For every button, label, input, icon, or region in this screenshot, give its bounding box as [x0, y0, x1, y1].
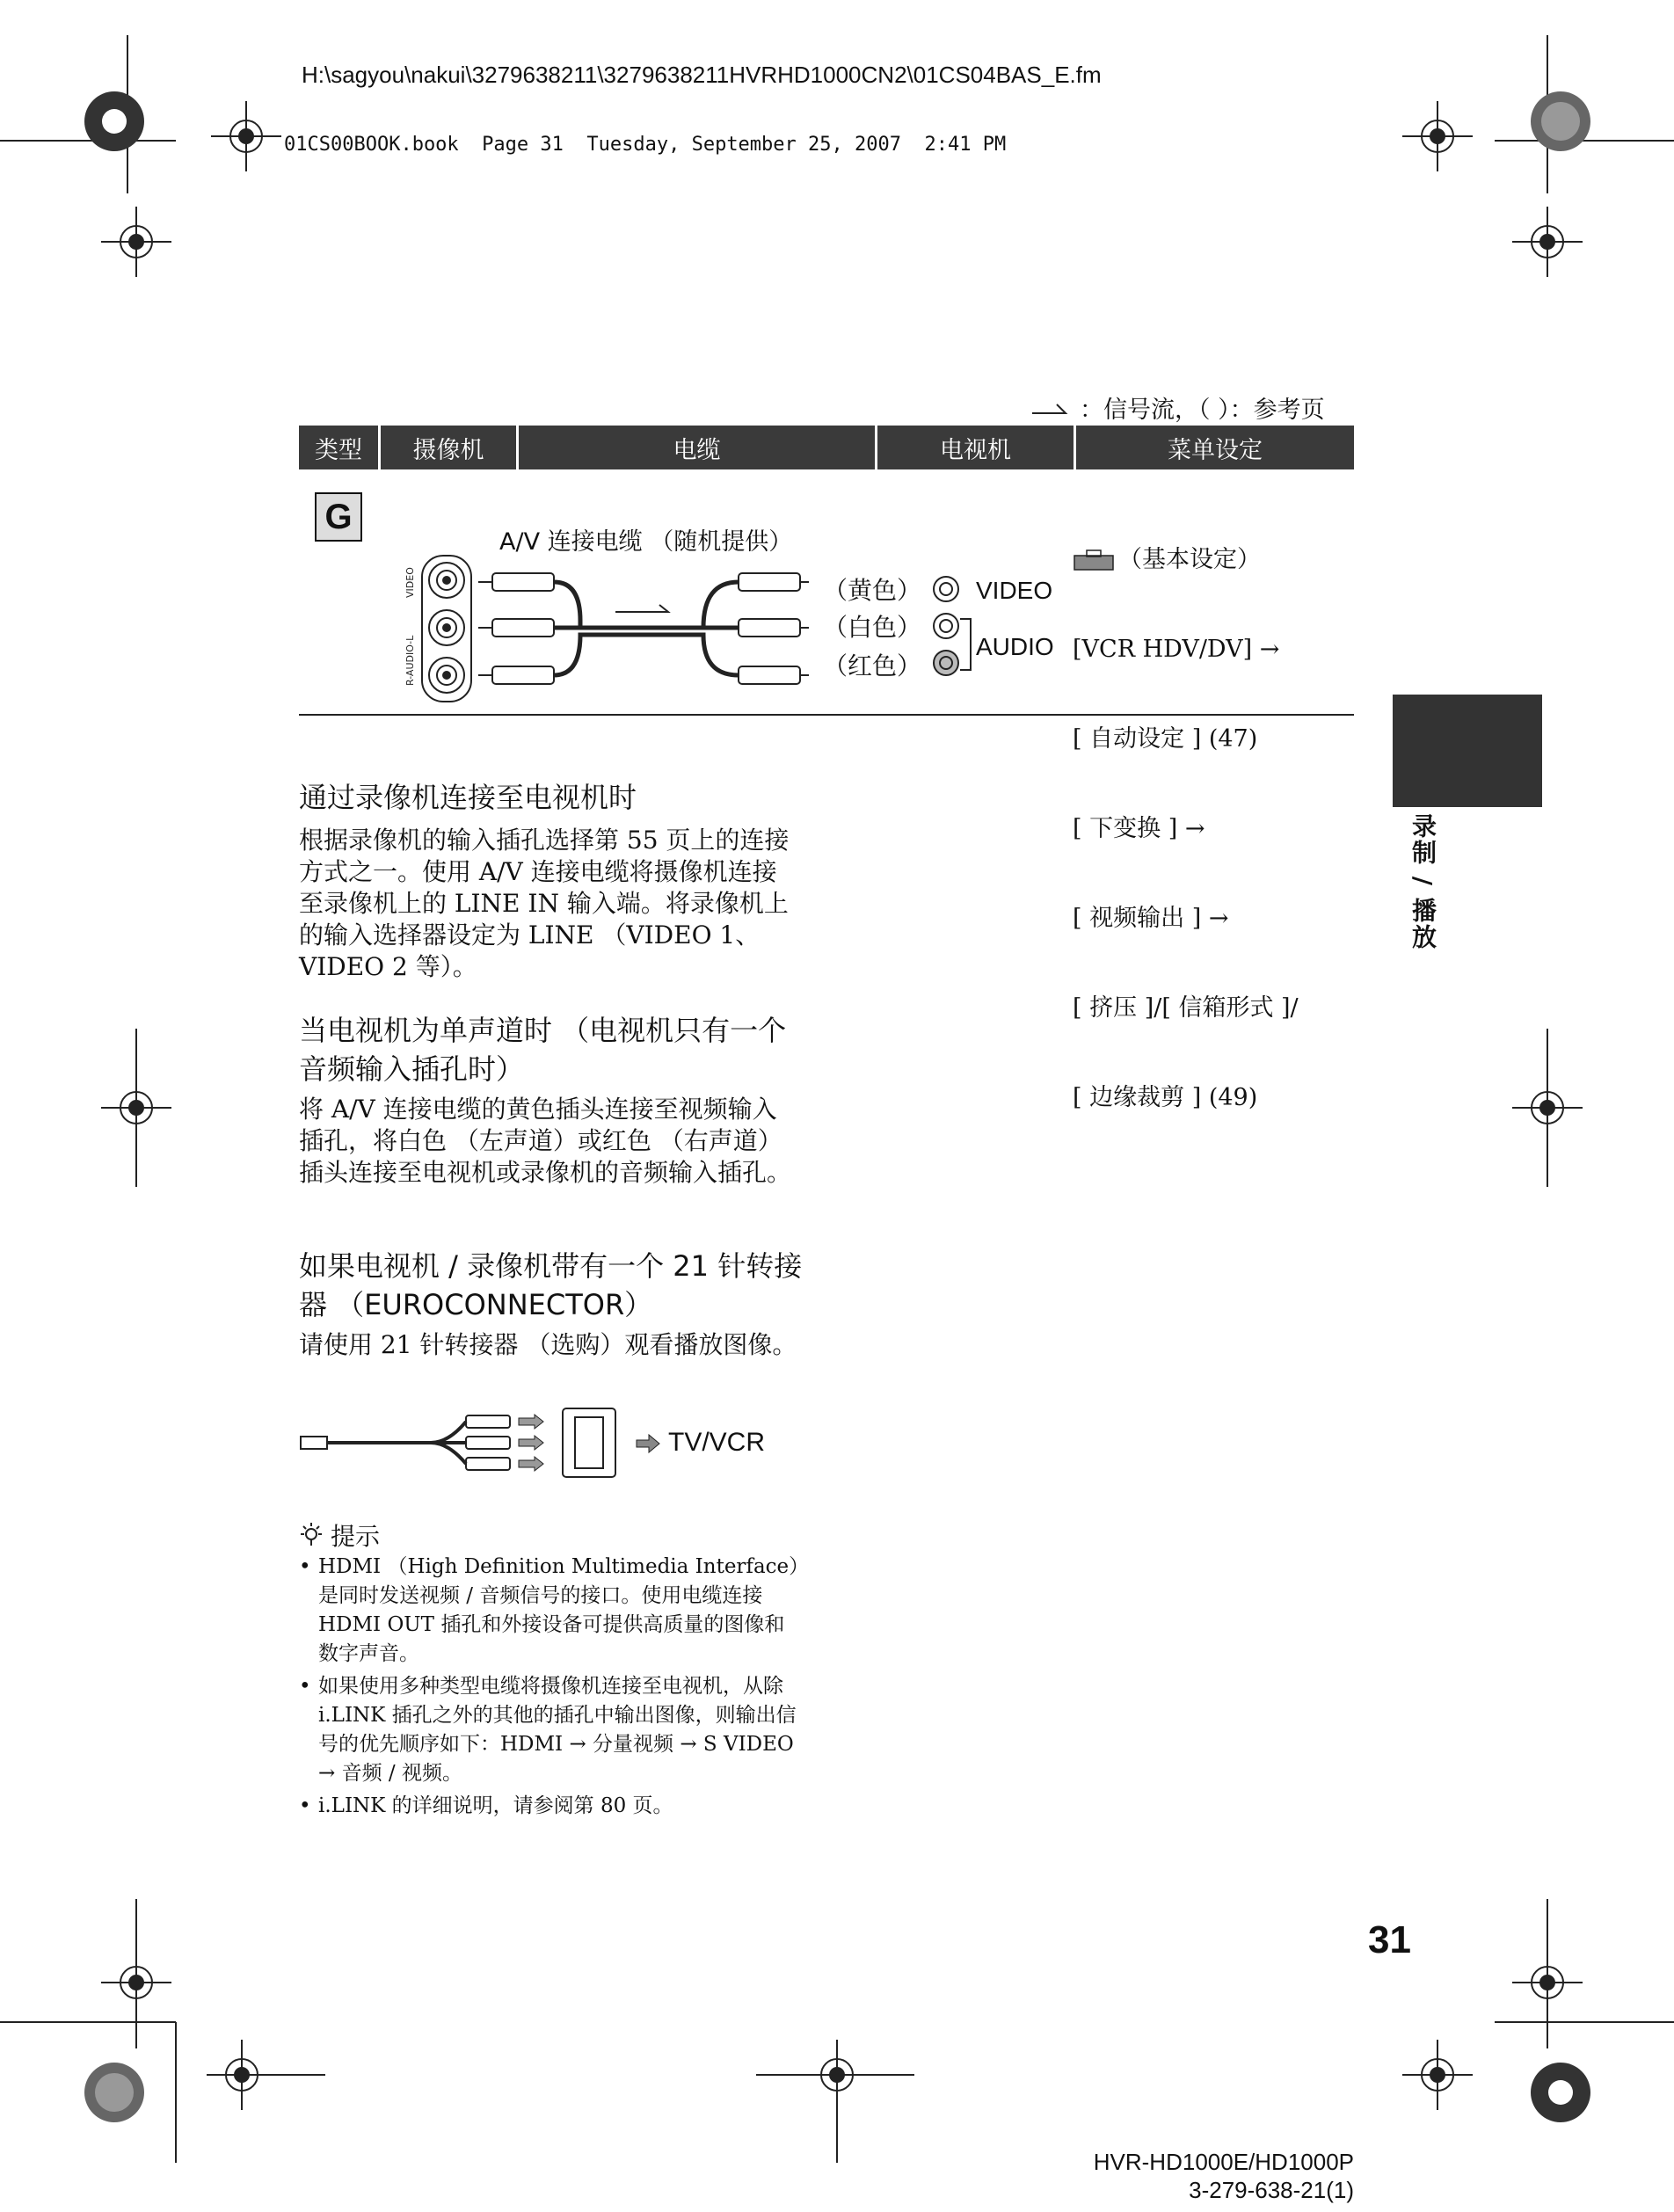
toolbox-icon: [1073, 549, 1115, 571]
tip-item: • HDMI （High Definition Multimedia Interface）是同时发送视频 / 音频信号的接口。使用电缆连接 HDMI OUT 插孔和外接设备可提供高质量的图像和数字声音。: [299, 1553, 800, 1669]
col-tv: 电视机: [877, 426, 1076, 469]
page-number: 31: [1368, 1918, 1411, 1961]
tv-video-label: VIDEO: [976, 577, 1053, 604]
legend-text: ：信号流，（ ）：参考页: [1080, 397, 1325, 424]
col-cable: 电缆: [519, 426, 877, 469]
file-path: H:\sagyou\nakui\3279638211\3279638211HVRHD1000CN2\01CS04BAS_E.fm: [302, 62, 1102, 88]
adapter-label: TV/VCR: [668, 1428, 766, 1457]
tv-audio-label: AUDIO: [976, 633, 1054, 660]
model-number: HVR-HD1000E/HD1000P: [1093, 2149, 1354, 2175]
menu-line-4: [ 下变换 ] →: [1073, 815, 1205, 842]
arrow-right-icon: [635, 1433, 661, 1454]
col-camera: 摄像机: [381, 426, 519, 469]
section-heading-mono: 当电视机为单声道时 （电视机只有一个音频输入插孔时）: [299, 1014, 787, 1086]
col-menu: 菜单设定: [1168, 436, 1263, 464]
camera-av-jacks: [387, 554, 475, 703]
camera-audio-label: R-AUDIO-L: [404, 635, 416, 686]
section-heading-euro: 如果电视机 / 录像机带有一个 21 针转接器 （EUROCONNECTOR）: [299, 1249, 803, 1321]
menu-settings: [1073, 485, 1299, 1173]
tips-list: [299, 1553, 800, 1824]
menu-line-3: [ 自动设定 ] (47): [1073, 725, 1258, 753]
menu-line-5: [ 视频输出 ] →: [1073, 905, 1229, 932]
book-info-line: 01CS00BOOK.book Page 31 Tuesday, September 25, 2007 2:41 PM: [284, 134, 1007, 156]
tip-item: • 如果使用多种类型电缆将摄像机连接至电视机，从除 i.LINK 插孔之外的其他的插孔中输出图像，则输出信号的优先顺序如下：HDMI → 分量视频 → S VIDEO → 音频 / 视频。: [299, 1672, 800, 1788]
plug-yellow-label: （黄色）: [823, 576, 922, 605]
cable-label: A/V 连接电缆 （随机提供）: [499, 528, 793, 556]
menu-line-6: [ 挤压 ]/[ 信箱形式 ]/: [1073, 994, 1299, 1022]
plug-red-label: （红色）: [823, 651, 922, 680]
table-header: [299, 426, 1354, 469]
tv-jacks: [930, 570, 983, 684]
part-number: 3-279-638-21(1): [1189, 2177, 1354, 2203]
plug-white-label: （白色）: [823, 613, 922, 642]
section-body-mono: 将 A/V 连接电缆的黄色插头连接至视频输入插孔，将白色 （左声道）或红色 （右声道）插头连接至电视机或录像机的音频输入插孔。: [299, 1095, 792, 1187]
tips-heading-text: 提示: [331, 1522, 381, 1551]
menu-line-1: （基本设定）: [1118, 546, 1261, 573]
section-body-euro: 请使用 21 针转接器 （选购）观看播放图像。: [299, 1330, 797, 1359]
signal-flow-legend: [1030, 390, 1325, 425]
camera-video-label: VIDEO: [404, 567, 416, 598]
av-cable-diagram: [475, 559, 809, 700]
signal-arrow-icon: [615, 605, 668, 612]
lightbulb-icon: [299, 1522, 324, 1548]
menu-line-2: [VCR HDV/DV] →: [1073, 636, 1280, 663]
tips-heading: [299, 1517, 380, 1553]
section-body-vcr: 根据录像机的输入插孔选择第 55 页上的连接方式之一。使用 A/V 连接电缆将摄像机连接至录像机上的 LINE IN 输入端。将录像机上的输入选择器设定为 LINE （VIDEO 1、VIDEO 2 等）。: [299, 826, 790, 981]
section-heading-vcr: 通过录像机连接至电视机时: [299, 781, 637, 814]
side-tab: [1393, 695, 1542, 807]
type-badge: G: [315, 492, 362, 542]
menu-line-7: [ 边缘裁剪 ] (49): [1073, 1084, 1258, 1111]
signal-flow-icon: [1030, 399, 1074, 417]
tip-item: • i.LINK 的详细说明，请参阅第 80 页。: [299, 1792, 800, 1821]
euroconnector-diagram: [299, 1403, 633, 1482]
side-tab-label: 录制 / 播放: [1408, 813, 1437, 950]
col-type: 类型: [299, 426, 381, 469]
